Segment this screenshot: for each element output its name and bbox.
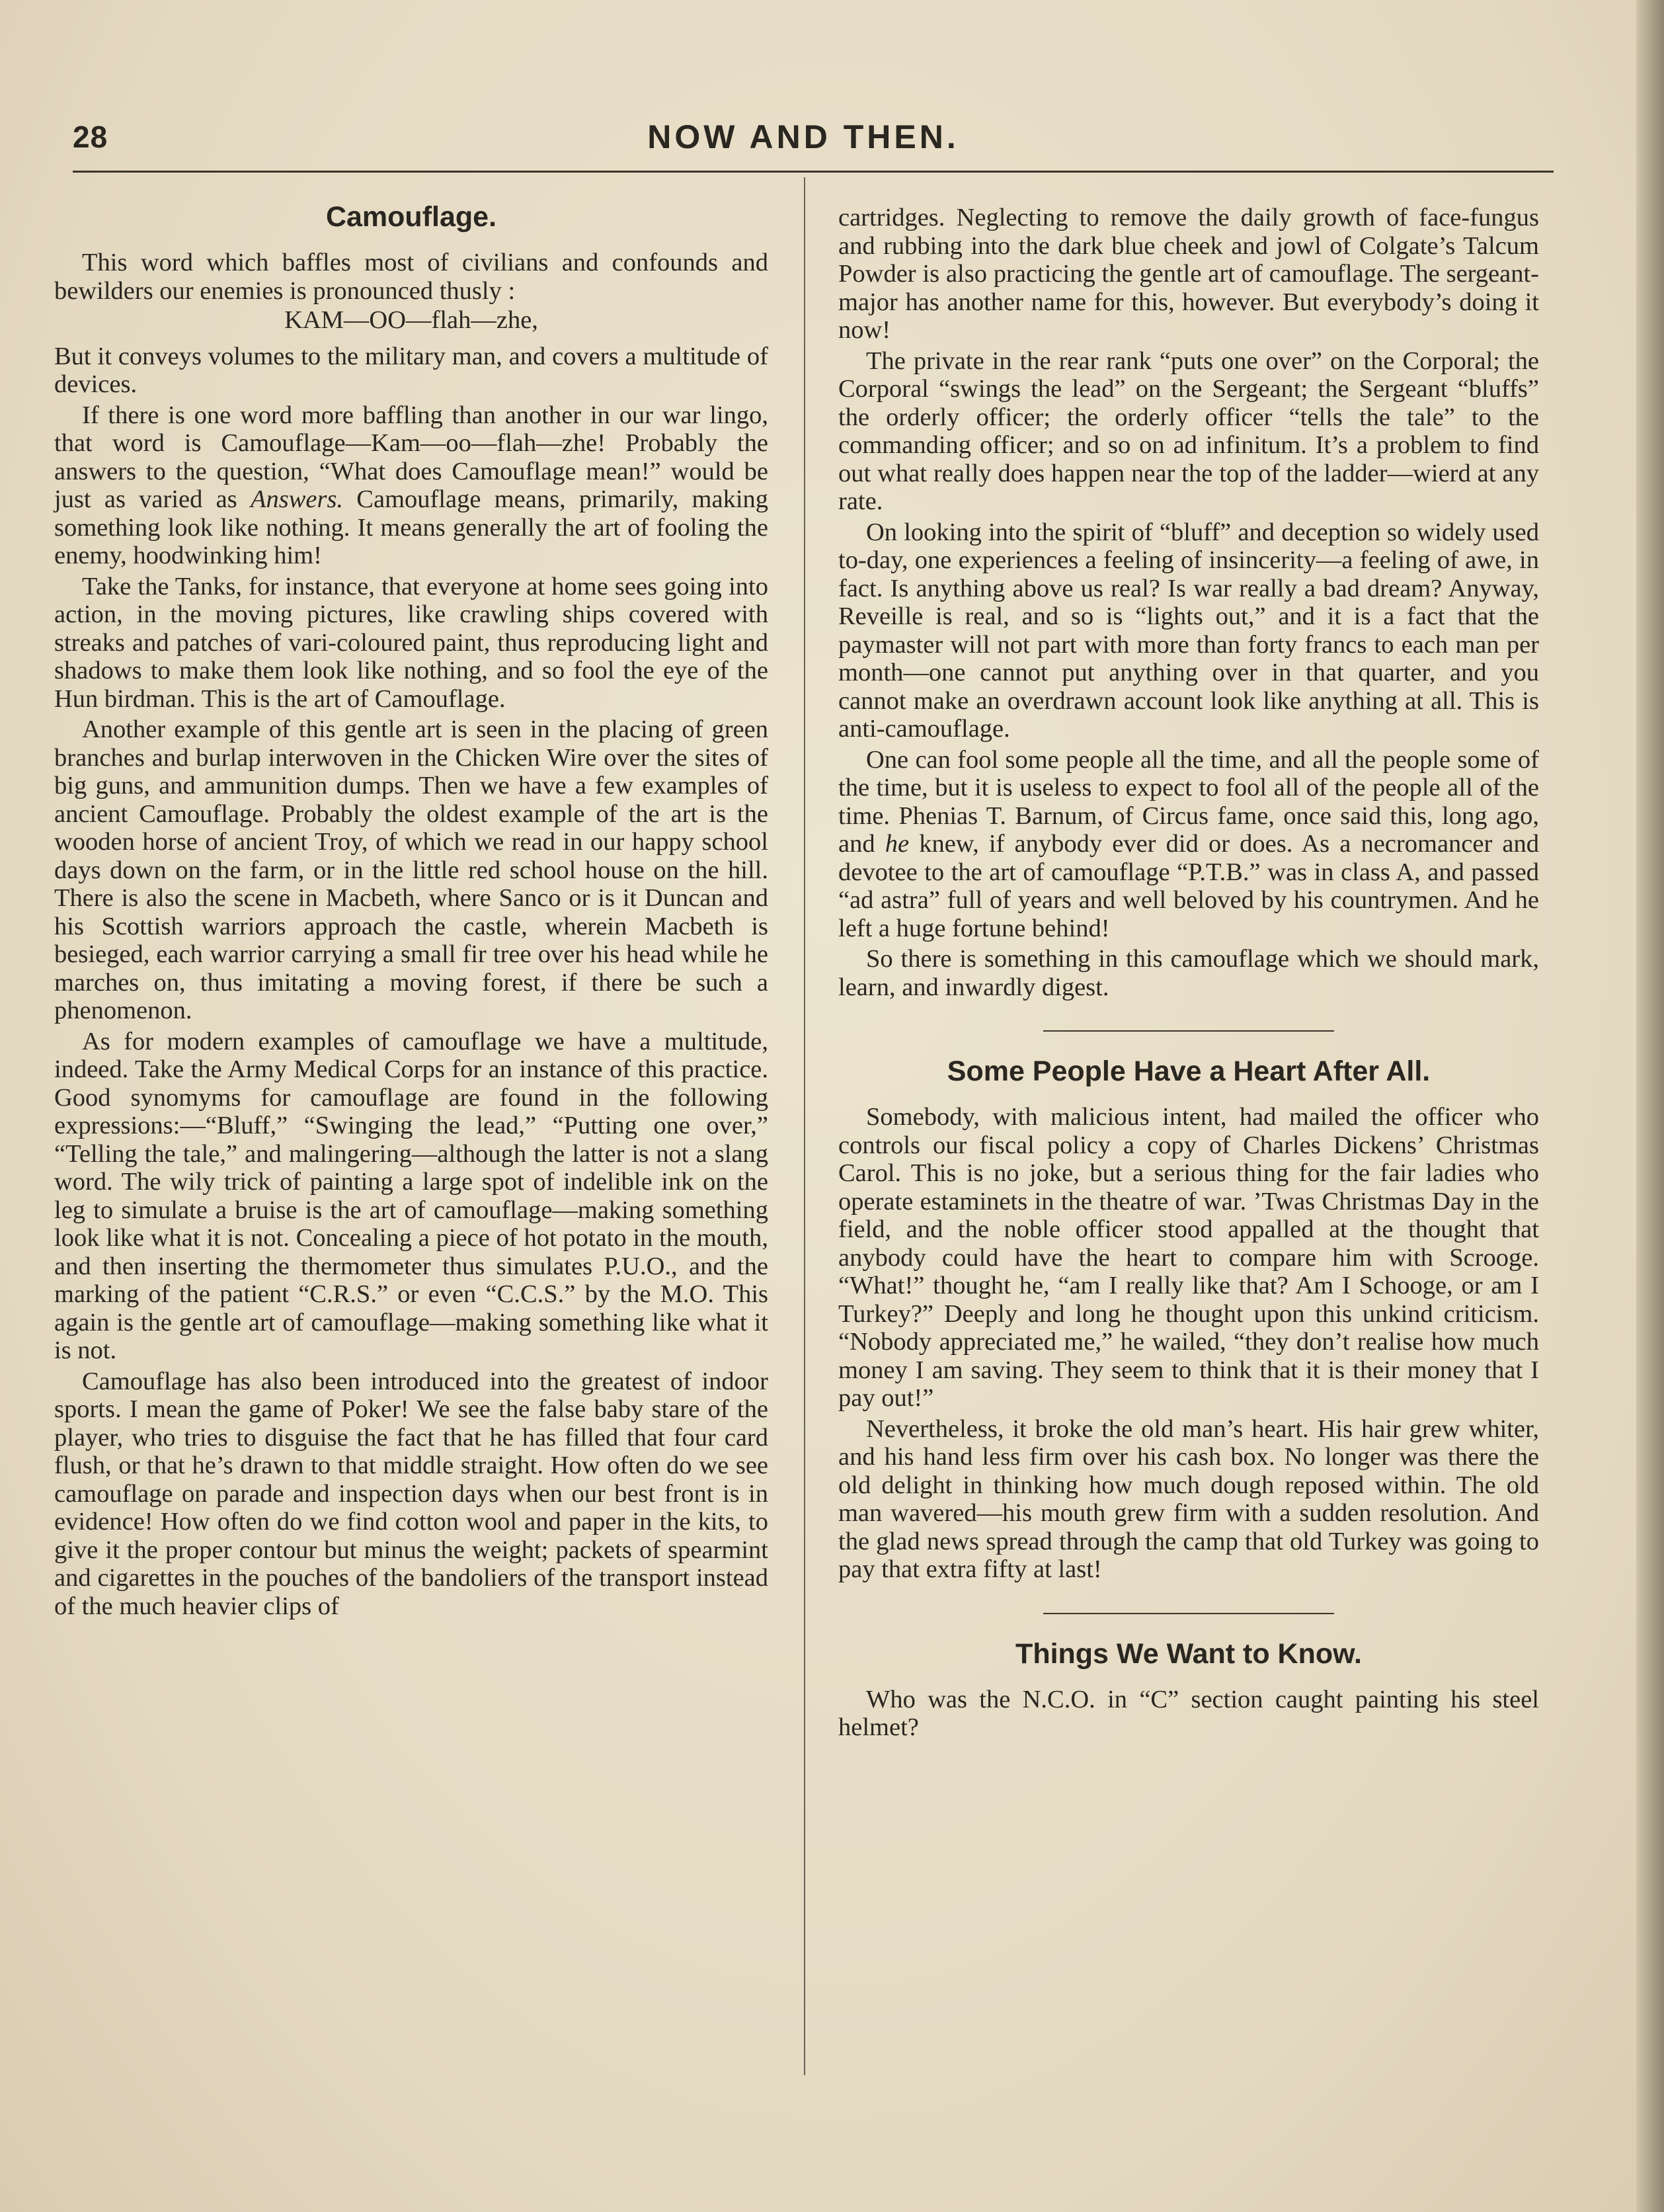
- page-spine-shadow: [1636, 0, 1664, 2212]
- camouflage-continued-paragraph-4-text-b: knew, if anybody ever did or does. As a necromancer and devotee to the art of camouflage “P.T.B.” was in class A, and passed “ad astra” full of years and well beloved by his countrymen. And he left a huge fortune behind!: [838, 830, 1540, 942]
- camouflage-continued-paragraph-4-text-a: One can fool some people all the time, and all the people some of the time, but it is useless to expect to fool all of the people all of the time. Phenias T. Barnum, of Circus fame, once said this, long ago, and: [838, 745, 1539, 858]
- camouflage-paragraph-6: As for modern examples of camouflage we have a multitude, indeed. Take the Army Medical Corps for an instance of this practice. Good synomyms for camouflage are found in the following expressions:—“Bluff,” “Swinging the lead,” “Putting one over,” “Telling the tale,” and malingering—although the latter is not a slang word. The wily trick of painting a large spot of indelible ink on the leg to simulate a bruise is the art of camouflage—making something look like what it is not. Concealing a piece of hot potato in the mouth, and then inserting the thermometer thus simulates P.U.O., and the marking of the patient “C.R.S.” or even “C.C.S.” by the M.O. This again is the gentle art of camouflage—making something like what it is not.: [54, 1027, 768, 1364]
- camouflage-paragraph-3-text-a: If there is one word more baffling than another in our war lingo, that word is Camouflage—Kam—oo—flah—zhe! Probably the answers to the question, “What does Camouflage mean!” would be just as varied as: [54, 401, 768, 513]
- right-column: [838, 204, 1539, 1742]
- camouflage-continued-paragraph-2: The private in the rear rank “puts one over” on the Corporal; the Corporal “swings the lead” on the Sergeant; the Sergeant “bluffs” the orderly officer; the orderly officer “tells the tale” to the commanding officer; and so on ad infinitum. It’s a problem to find out what really does happen near the top of the ladder—wierd at any rate.: [838, 347, 1539, 515]
- article-title-heart: Some People Have a Heart After All.: [947, 1055, 1431, 1087]
- camouflage-paragraph-5: Another example of this gentle art is seen in the placing of green branches and burlap interwoven in the Chicken Wire over the sites of big guns, and ammunition dumps. Then we have a few examples of ancient Camouflage. Probably the oldest example of the art is the wooden horse of ancient Troy, of which we read in our happy school days down on the farm, or in the little red school house on the hill. There is also the scene in Macbeth, where Sanco or is it Duncan and his Scottish warriors approach the castle, wherein Macbeth is besieged, each warrior carrying a small fir tree over his head while he marches on, thus imitating a moving forest, if there be such a phenomenon.: [54, 716, 768, 1024]
- page-number: 28: [73, 120, 108, 154]
- camouflage-continued-paragraph-4-emphasis: he: [885, 830, 910, 858]
- camouflage-pronunciation: KAM—OO—flah—zhe,: [284, 306, 538, 334]
- heart-paragraph-1: Somebody, with malicious intent, had mailed the officer who controls our fiscal policy a copy of Charles Dickens’ Christmas Carol. This is no joke, but a serious thing for the fair ladies who operate estaminets in the theatre of war. ’Twas Christmas Day in the field, and the noble officer stood appalled at the thought that anybody could have the heart to compare him with Scrooge. “What!” thought he, “am I really like that? Am I Schooge, or am I Turkey?” Deeply and long he thought upon this unkind criticism. “Nobody appreciated me,” he wailed, “they don’t realise how much money I am saving. They seem to think that it is their money that I pay out!”: [838, 1103, 1539, 1412]
- camouflage-paragraph-2: But it conveys volumes to the military man, and covers a multitude of devices.: [54, 342, 768, 398]
- camouflage-continued-paragraph-5: So there is something in this camouflage which we should mark, learn, and inwardly digest.: [838, 945, 1539, 1001]
- camouflage-continued-paragraph-3: On looking into the spirit of “bluff” and deception so widely used to-day, one experiences a feeling of insincerity—a feeling of awe, in fact. Is anything above us real? Is war really a bad dream? Anyway, Reveille is real, and so is “lights out,” and it is a fact that the paymaster will not part with more than forty francs to each man per month—one cannot put anything over in that quarter, and you cannot make an overdrawn account look like anything at all. This is anti-camouflage.: [838, 518, 1539, 743]
- left-column: [54, 200, 768, 1620]
- camouflage-paragraph-4: Take the Tanks, for instance, that everyone at home sees going into action, in the moving pictures, like crawling ships covered with streaks and patches of vari-coloured paint, thus reproducing light and shadows to make them look like nothing, and so fool the eye of the Hun birdman. This is the art of Camouflage.: [54, 572, 768, 713]
- camouflage-paragraph-7: Camouflage has also been introduced into the greatest of indoor sports. I mean the game of Poker! We see the false baby stare of the player, who tries to disguise the fact that he has filled that four card flush, or that he’s drawn to that middle straight. How often do we see camouflage on parade and inspection days when our best front is in evidence! How often do we find cotton wool and paper in the kits, to give it the proper contour but minus the weight; packets of spearmint and cigarettes in the pouches of the bandoliers of the transport instead of the much heavier clips of: [54, 1367, 768, 1620]
- things-paragraph-1: Who was the N.C.O. in “C” section caught painting his steel helmet?: [838, 1685, 1539, 1741]
- camouflage-paragraph-3-emphasis: Answers.: [250, 485, 344, 513]
- section-separator-rule: [1043, 1030, 1334, 1032]
- article-title-things: Things We Want to Know.: [1015, 1637, 1362, 1670]
- camouflage-paragraph-3: [54, 401, 768, 570]
- camouflage-paragraph-1: This word which baffles most of civilians and confounds and bewilders our enemies is pronounced thusly :: [54, 249, 768, 305]
- column-divider: [804, 177, 805, 2075]
- camouflage-paragraph-3-text-b: Camouflage means, primarily, making something look like nothing. It means generally the art of fooling the enemy, hoodwinking him!: [54, 485, 769, 569]
- heart-paragraph-2: Nevertheless, it broke the old man’s heart. His hair grew whiter, and his hand less firm over his cash box. No longer was there the old delight in thinking how much dough reposed within. The old man wavered—his mouth grew firm with a sudden resolution. And the glad news spread through the camp that old Turkey was going to pay that extra fifty at last!: [838, 1414, 1539, 1583]
- camouflage-continued-paragraph-1: cartridges. Neglecting to remove the daily growth of face-fungus and rubbing into the dark blue cheek and jowl of Colgate’s Talcum Powder is also practicing the gentle art of camouflage. The sergeant-major has another name for this, however. But everybody’s doing it now!: [838, 204, 1539, 344]
- camouflage-continued-paragraph-4: [838, 746, 1539, 943]
- running-title: NOW AND THEN.: [647, 118, 959, 155]
- article-title-camouflage: Camouflage.: [325, 201, 497, 233]
- header-rule: [73, 171, 1554, 173]
- section-separator-rule: [1043, 1613, 1334, 1614]
